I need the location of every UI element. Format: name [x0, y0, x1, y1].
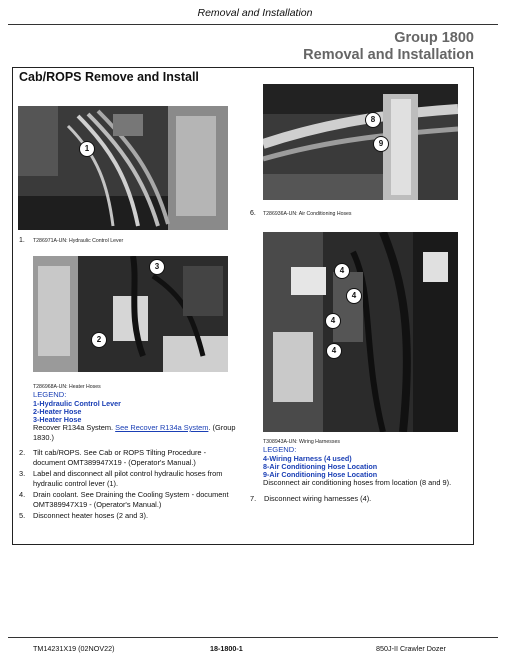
step-1-intro-post2: 1830.): [33, 432, 54, 442]
step-2: [19, 448, 244, 467]
step-1-intro: Recover R134a System.: [33, 423, 114, 432]
legend-right-label: LEGEND:: [263, 445, 297, 454]
running-header-title: Removal and Installation: [197, 7, 313, 19]
step-7-number: 7.: [250, 494, 257, 503]
legend-left-label: LEGEND:: [33, 390, 67, 399]
step-5-number: 5.: [19, 511, 26, 520]
photo-heater-hoses: [33, 256, 228, 372]
callout-4-c: 4: [325, 313, 341, 329]
fig3-caption: T286936A-UN: Air Conditioning Hoses: [263, 211, 352, 217]
legend-right-item-4: 4-Wiring Harness (4 used): [263, 454, 352, 463]
callout-4-d: 4: [326, 343, 342, 359]
step-6-number: 6.: [250, 210, 256, 217]
step-4: [19, 490, 247, 509]
fig4-caption: T308943A-UN: Wiring Harnesses: [263, 439, 340, 445]
group-number: Group 1800: [394, 30, 474, 46]
callout-8: 8: [365, 112, 381, 128]
legend-left-item-2: 2-Heater Hose: [33, 407, 82, 416]
footer-product-name: 850J-II Crawler Dozer: [376, 644, 446, 653]
step-6-text: Disconnect air conditioning hoses from location (8 and 9).: [263, 478, 452, 487]
header-divider: [8, 24, 498, 25]
photo-air-conditioning-hoses: [263, 84, 458, 200]
step-3-line-2: hydraulic control lever (1).: [33, 478, 119, 488]
callout-9: 9: [373, 136, 389, 152]
footer-page-number: 18-1800-1: [210, 644, 243, 653]
callout-1: 1: [79, 141, 95, 157]
link-recover-r134a[interactable]: See Recover R134a System: [115, 423, 209, 432]
footer-doc-id: TM14231X19 (02NOV22): [33, 644, 115, 653]
step-4-line-1: Drain coolant. See Draining the Cooling System - document: [33, 490, 229, 499]
legend-left-item-3: 3-Heater Hose: [33, 415, 82, 424]
step-4-line-2: OMT389947X19 - (Operator's Manual.): [33, 499, 162, 509]
section-title: Cab/ROPS Remove and Install: [19, 70, 199, 84]
callout-4-b: 4: [346, 288, 362, 304]
photo-wiring-harnesses: [263, 232, 458, 432]
legend-right-item-8: 8-Air Conditioning Hose Location: [263, 462, 378, 471]
step-2-line-1: Tilt cab/ROPS. See Cab or ROPS Tilting Procedure -: [33, 448, 207, 457]
step-1-intro-post: . (Group: [208, 423, 236, 432]
step-3-line-1: Label and disconnect all pilot control hydraulic hoses from: [33, 469, 223, 478]
photo-hydraulic-control-lever: [18, 106, 228, 230]
step-2-line-2: document OMT389947X19 - (Operator's Manual.): [33, 457, 196, 467]
step-3: [19, 469, 247, 488]
step-5-line-1: Disconnect heater hoses (2 and 3).: [33, 511, 149, 520]
step-1-text: [33, 423, 243, 442]
group-title: Removal and Installation: [303, 47, 474, 63]
callout-3: 3: [149, 259, 165, 275]
step-1-number: 1.: [19, 237, 25, 244]
step-7: [250, 494, 465, 504]
callout-2: 2: [91, 332, 107, 348]
step-3-number: 3.: [19, 469, 26, 478]
legend-left-item-1: 1-Hydraulic Control Lever: [33, 399, 121, 408]
fig2-caption: T286968A-UN: Heater Hoses: [33, 384, 101, 390]
step-7-line-1: Disconnect wiring harnesses (4).: [264, 494, 372, 503]
fig1-caption: T286971A-UN: Hydraulic Control Lever: [33, 238, 124, 244]
step-2-number: 2.: [19, 448, 26, 457]
step-4-number: 4.: [19, 490, 26, 499]
callout-4-a: 4: [334, 263, 350, 279]
footer-divider: [8, 637, 498, 638]
step-5: [19, 511, 247, 521]
legend-right-item-9: 9-Air Conditioning Hose Location: [263, 470, 378, 479]
